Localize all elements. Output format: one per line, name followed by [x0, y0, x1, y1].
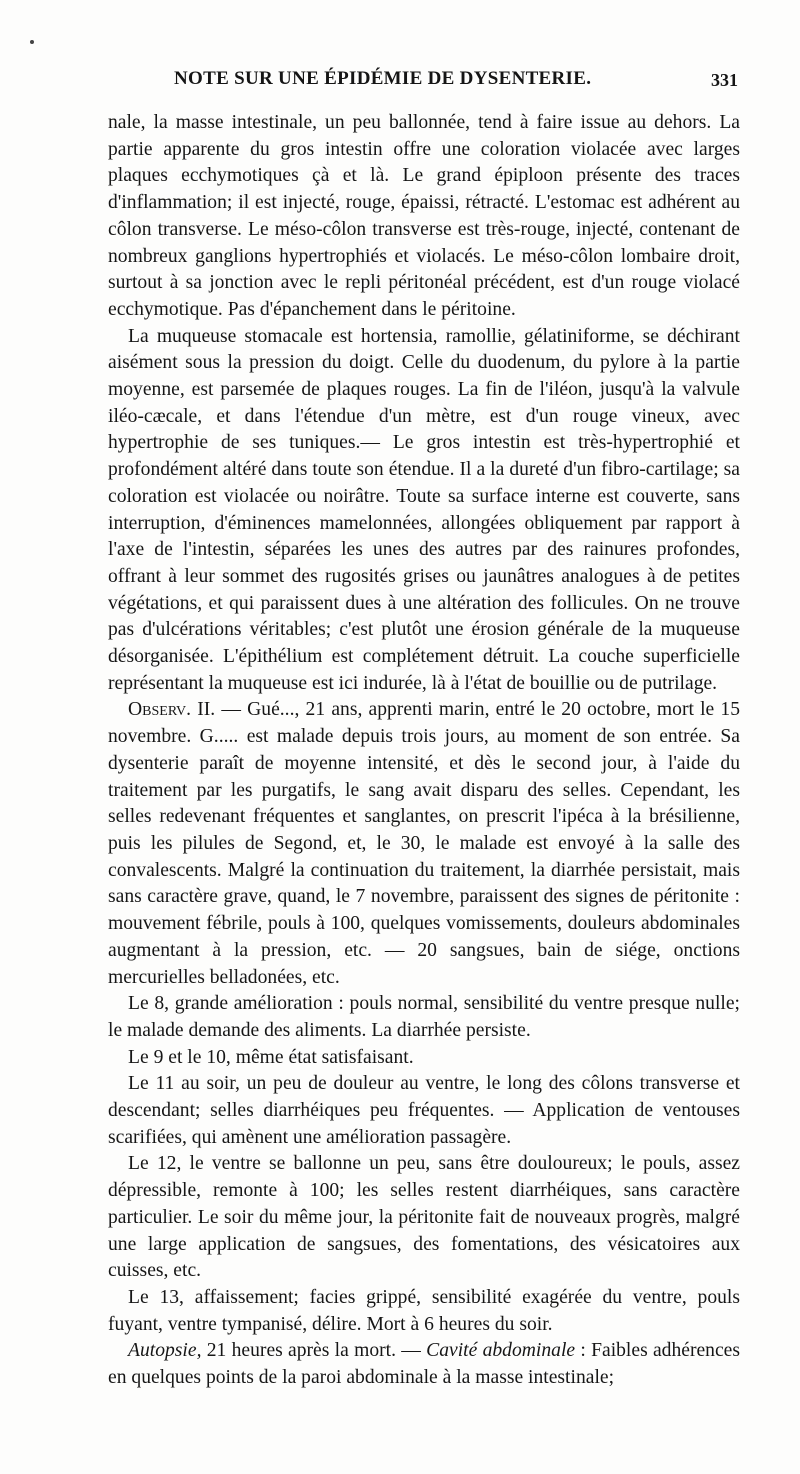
paragraph-day-12: Le 12, le ventre se ballonne un peu, sans être douloureux; le pouls, assez dépressible, remonte à 100; les selles restent diarrhéiques, sans caractère particulier. Le soir du même jour, la péritonite fait de nouveaux progrès, malgré une large application de sangsues, des fomentations, des vésicatoires aux cuisses, etc.	[108, 1153, 740, 1282]
paragraph-observation	[108, 697, 740, 991]
running-title: NOTE SUR UNE ÉPIDÉMIE DE DYSENTERIE.	[174, 68, 592, 89]
paragraph-mucosa: La muqueuse stomacale est hortensia, ramollie, gélatiniforme, se déchirant aisément sous la pression du doigt. Celle du duodenum, du pylore à la partie moyenne, est parsemée de plaques rouges. La fin de l'iléon, jusqu'à la valvule iléo-cæcale, et dans l'étendue d'un mètre, est d'un rouge vineux, avec hypertrophie de ses tuniques.— Le gros intestin est très-hypertrophié et profondément altéré dans toute son étendue. Il a la dureté d'un fibro-cartilage; sa coloration est violacée ou noirâtre. Toute sa surface interne est couverte, sans interruption, d'éminences mamelonnées, allongées obliquement par rapport à l'axe de l'intestin, séparées les unes des autres par des rainures profondes, offrant à leur sommet des rugosités grises ou jaunâtres analogues à de petites végétations, et qui paraissent dues à une altération des follicules. On ne trouve pas d'ulcérations véritables; c'est plutôt une érosion générale de la muqueuse désorganisée. L'épithélium est complétement détruit. La couche superficielle représentant la muqueuse est ici indurée, là à l'état de bouillie ou de putrilage.	[108, 325, 740, 694]
page-header	[112, 66, 738, 96]
cavity-label: Cavité abdominale	[426, 1340, 576, 1362]
observation-text: Gué..., 21 ans, apprenti marin, entré le 20 octobre, mort le 15 novembre. G..... est malade depuis trois jours, au moment de son entrée. Sa dysenterie paraît de moyenne intensité, et dès le second jour, à l'aide du traitement par les purgatifs, le sang avait disparu des selles. Cependant, les selles redevenant fréquentes et sanglantes, on prescrit l'ipéca à la brésilienne, puis les pilules de Segond, et, le 30, le malade est envoyé à la salle des convalescents. Malgré la continuation du traitement, la diarrhée persistait, mais sans caractère grave, quand, le 7 novembre, paraissent des signes de péritonite : mouvement fébrile, pouls à 100, quelques vomissements, douleurs abdominales augmentant à la pression, etc. — 20 sangsues, bain de siége, onctions mercurielles belladonées, etc.	[108, 699, 740, 988]
paragraph-day-8: Le 8, grande amélioration : pouls normal, sensibilité du ventre presque nulle; le malade demande des aliments. La diarrhée persiste.	[108, 993, 740, 1041]
observation-dash: —	[215, 699, 248, 721]
paragraph-day-9-10: Le 9 et le 10, même état satisfaisant.	[128, 1046, 414, 1068]
observation-label: Observ. II.	[128, 699, 216, 721]
autopsy-label: Autopsie,	[128, 1340, 202, 1362]
autopsy-text: 21 heures après la mort. — Cavité abdominale : Faibles adhérences en quelques points de la paroi abdominale à la masse intestinale;	[108, 1340, 740, 1389]
paragraph-continuation: nale, la masse intestinale, un peu ballonnée, tend à faire issue au dehors. La partie apparente du gros intestin offre une coloration violacée avec larges plaques ecchymotiques çà et là. Le grand épiploon présente des traces d'inflammation; il est injecté, rouge, épaissi, rétracté. L'estomac est adhérent au côlon transverse. Le méso-côlon transverse est très-rouge, injecté, contenant de nombreux ganglions hypertrophiés et violacés. Le méso-côlon lombaire droit, surtout à sa jonction avec le repli péritonéal précédent, est d'un rouge violacé ecchymotique. Pas d'épanchement dans le péritoine.	[108, 112, 740, 320]
paragraph-day-13: Le 13, affaissement; facies grippé, sensibilité exagérée du ventre, pouls fuyant, ventre tympanisé, délire. Mort à 6 heures du soir.	[108, 1286, 740, 1335]
body-text	[108, 110, 740, 1392]
paragraph-day-11: Le 11 au soir, un peu de douleur au ventre, le long des côlons transverse et descendant; selles diarrhéiques peu fréquentes. — Application de ventouses scarifiées, qui amènent une amélioration passagère.	[108, 1073, 740, 1148]
page-number: 331	[711, 70, 738, 90]
paragraph-autopsy	[108, 1338, 740, 1391]
scan-speck	[30, 40, 34, 44]
